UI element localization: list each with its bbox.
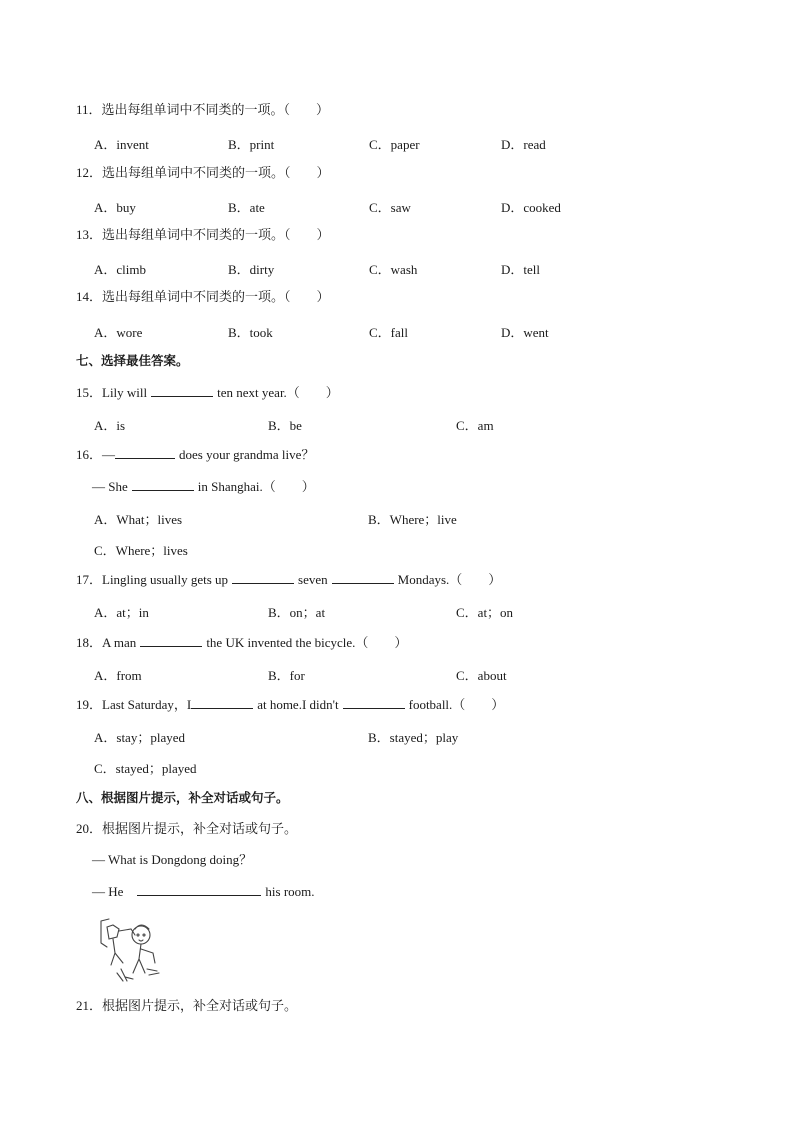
q18-option-b[interactable]: B．for bbox=[268, 668, 305, 683]
question-16-stem bbox=[76, 446, 314, 463]
q17-option-b[interactable]: B．on；at bbox=[268, 605, 326, 620]
q19-text-mid: at home.I didn't bbox=[257, 697, 339, 712]
q17-answer-blank-2[interactable] bbox=[332, 571, 394, 584]
q20-line2-post: his room. bbox=[265, 884, 315, 899]
q11-option-b[interactable]: B．print bbox=[228, 137, 275, 152]
q16-second-line bbox=[92, 478, 315, 495]
q16-text-pre: 16．— bbox=[76, 447, 116, 462]
q20-answer-blank[interactable] bbox=[137, 883, 261, 896]
q20-dialogue-line-1: — What is Dongdong doing？ bbox=[92, 852, 253, 867]
q19-option-a[interactable]: A．stay；played bbox=[94, 730, 185, 745]
q17-option-a[interactable]: A．at；in bbox=[94, 605, 149, 620]
q19-option-b[interactable]: B．stayed；play bbox=[368, 730, 459, 745]
q12-option-a[interactable]: A．buy bbox=[94, 200, 136, 215]
q14-option-a[interactable]: A．wore bbox=[94, 325, 143, 340]
q18-option-c[interactable]: C．about bbox=[456, 668, 507, 683]
q12-option-d[interactable]: D．cooked bbox=[501, 200, 561, 215]
question-18-stem bbox=[76, 634, 407, 651]
q17-option-c[interactable]: C．at；on bbox=[456, 605, 514, 620]
q18-text-pre: 18．A man bbox=[76, 635, 137, 650]
q17-text-mid: seven bbox=[298, 572, 328, 587]
q13-option-b[interactable]: B．dirty bbox=[228, 262, 275, 277]
q19-text-post: football.（ ） bbox=[408, 697, 505, 712]
q14-option-c[interactable]: C．fall bbox=[369, 325, 408, 340]
q11-option-a[interactable]: A．invent bbox=[94, 137, 149, 152]
question-11-stem: 11．选出每组单词中不同类的一项。（ ） bbox=[76, 102, 330, 117]
q20-line2-pre: — He bbox=[92, 884, 124, 899]
q14-option-b[interactable]: B．took bbox=[228, 325, 273, 340]
boy-cleaning-sketch bbox=[97, 913, 163, 983]
q19-text-pre: 19．Last Saturday，I bbox=[76, 697, 192, 712]
q12-option-b[interactable]: B．ate bbox=[228, 200, 265, 215]
q11-option-c[interactable]: C．paper bbox=[369, 137, 420, 152]
q19-answer-blank-1[interactable] bbox=[191, 696, 253, 709]
q16-option-c[interactable]: C．Where；lives bbox=[94, 543, 188, 558]
question-14-stem: 14．选出每组单词中不同类的一项。（ ） bbox=[76, 289, 330, 304]
q16-answer-blank-1[interactable] bbox=[115, 446, 175, 459]
q15-option-c[interactable]: C．am bbox=[456, 418, 494, 433]
q15-text-post: ten next year.（ ） bbox=[217, 385, 339, 400]
q16-text-post: does your grandma live？ bbox=[179, 447, 315, 462]
q20-dialogue-line-2 bbox=[92, 883, 315, 900]
q11-option-d[interactable]: D．read bbox=[501, 137, 546, 152]
q16-line2-pre: — She bbox=[92, 479, 128, 494]
q13-option-c[interactable]: C．wash bbox=[369, 262, 418, 277]
q18-answer-blank[interactable] bbox=[140, 634, 202, 647]
q15-option-b[interactable]: B．be bbox=[268, 418, 302, 433]
question-12-stem: 12．选出每组单词中不同类的一项。（ ） bbox=[76, 165, 330, 180]
question-19-stem bbox=[76, 696, 504, 713]
q14-option-d[interactable]: D．went bbox=[501, 325, 549, 340]
q15-option-a[interactable]: A．is bbox=[94, 418, 126, 433]
section-8-heading: 八、根据图片提示，补全对话或句子。 bbox=[76, 790, 289, 805]
q15-text-pre: 15．Lily will bbox=[76, 385, 148, 400]
question-21-stem: 21．根据图片提示，补全对话或句子。 bbox=[76, 998, 298, 1013]
q16-option-a[interactable]: A．What；lives bbox=[94, 512, 183, 527]
question-20-stem: 20．根据图片提示，补全对话或句子。 bbox=[76, 821, 298, 836]
question-15-stem bbox=[76, 384, 339, 401]
q19-option-c[interactable]: C．stayed；played bbox=[94, 761, 197, 776]
q13-option-a[interactable]: A．climb bbox=[94, 262, 146, 277]
q17-text-pre: 17．Lingling usually gets up bbox=[76, 572, 229, 587]
q20-picture-boy-cleaning bbox=[97, 913, 163, 983]
q17-text-post: Mondays.（ ） bbox=[397, 572, 502, 587]
q18-option-a[interactable]: A．from bbox=[94, 668, 142, 683]
q17-answer-blank-1[interactable] bbox=[232, 571, 294, 584]
q18-text-post: the UK invented the bicycle.（ ） bbox=[206, 635, 408, 650]
q15-answer-blank[interactable] bbox=[151, 384, 213, 397]
q16-answer-blank-2[interactable] bbox=[132, 478, 194, 491]
q16-option-b[interactable]: B．Where；live bbox=[368, 512, 457, 527]
section-7-heading: 七、选择最佳答案。 bbox=[76, 353, 189, 368]
q12-option-c[interactable]: C．saw bbox=[369, 200, 411, 215]
question-13-stem: 13．选出每组单词中不同类的一项。（ ） bbox=[76, 227, 330, 242]
q19-answer-blank-2[interactable] bbox=[343, 696, 405, 709]
q16-line2-post: in Shanghai.（ ） bbox=[197, 479, 315, 494]
q13-option-d[interactable]: D．tell bbox=[501, 262, 540, 277]
question-17-stem bbox=[76, 571, 501, 588]
